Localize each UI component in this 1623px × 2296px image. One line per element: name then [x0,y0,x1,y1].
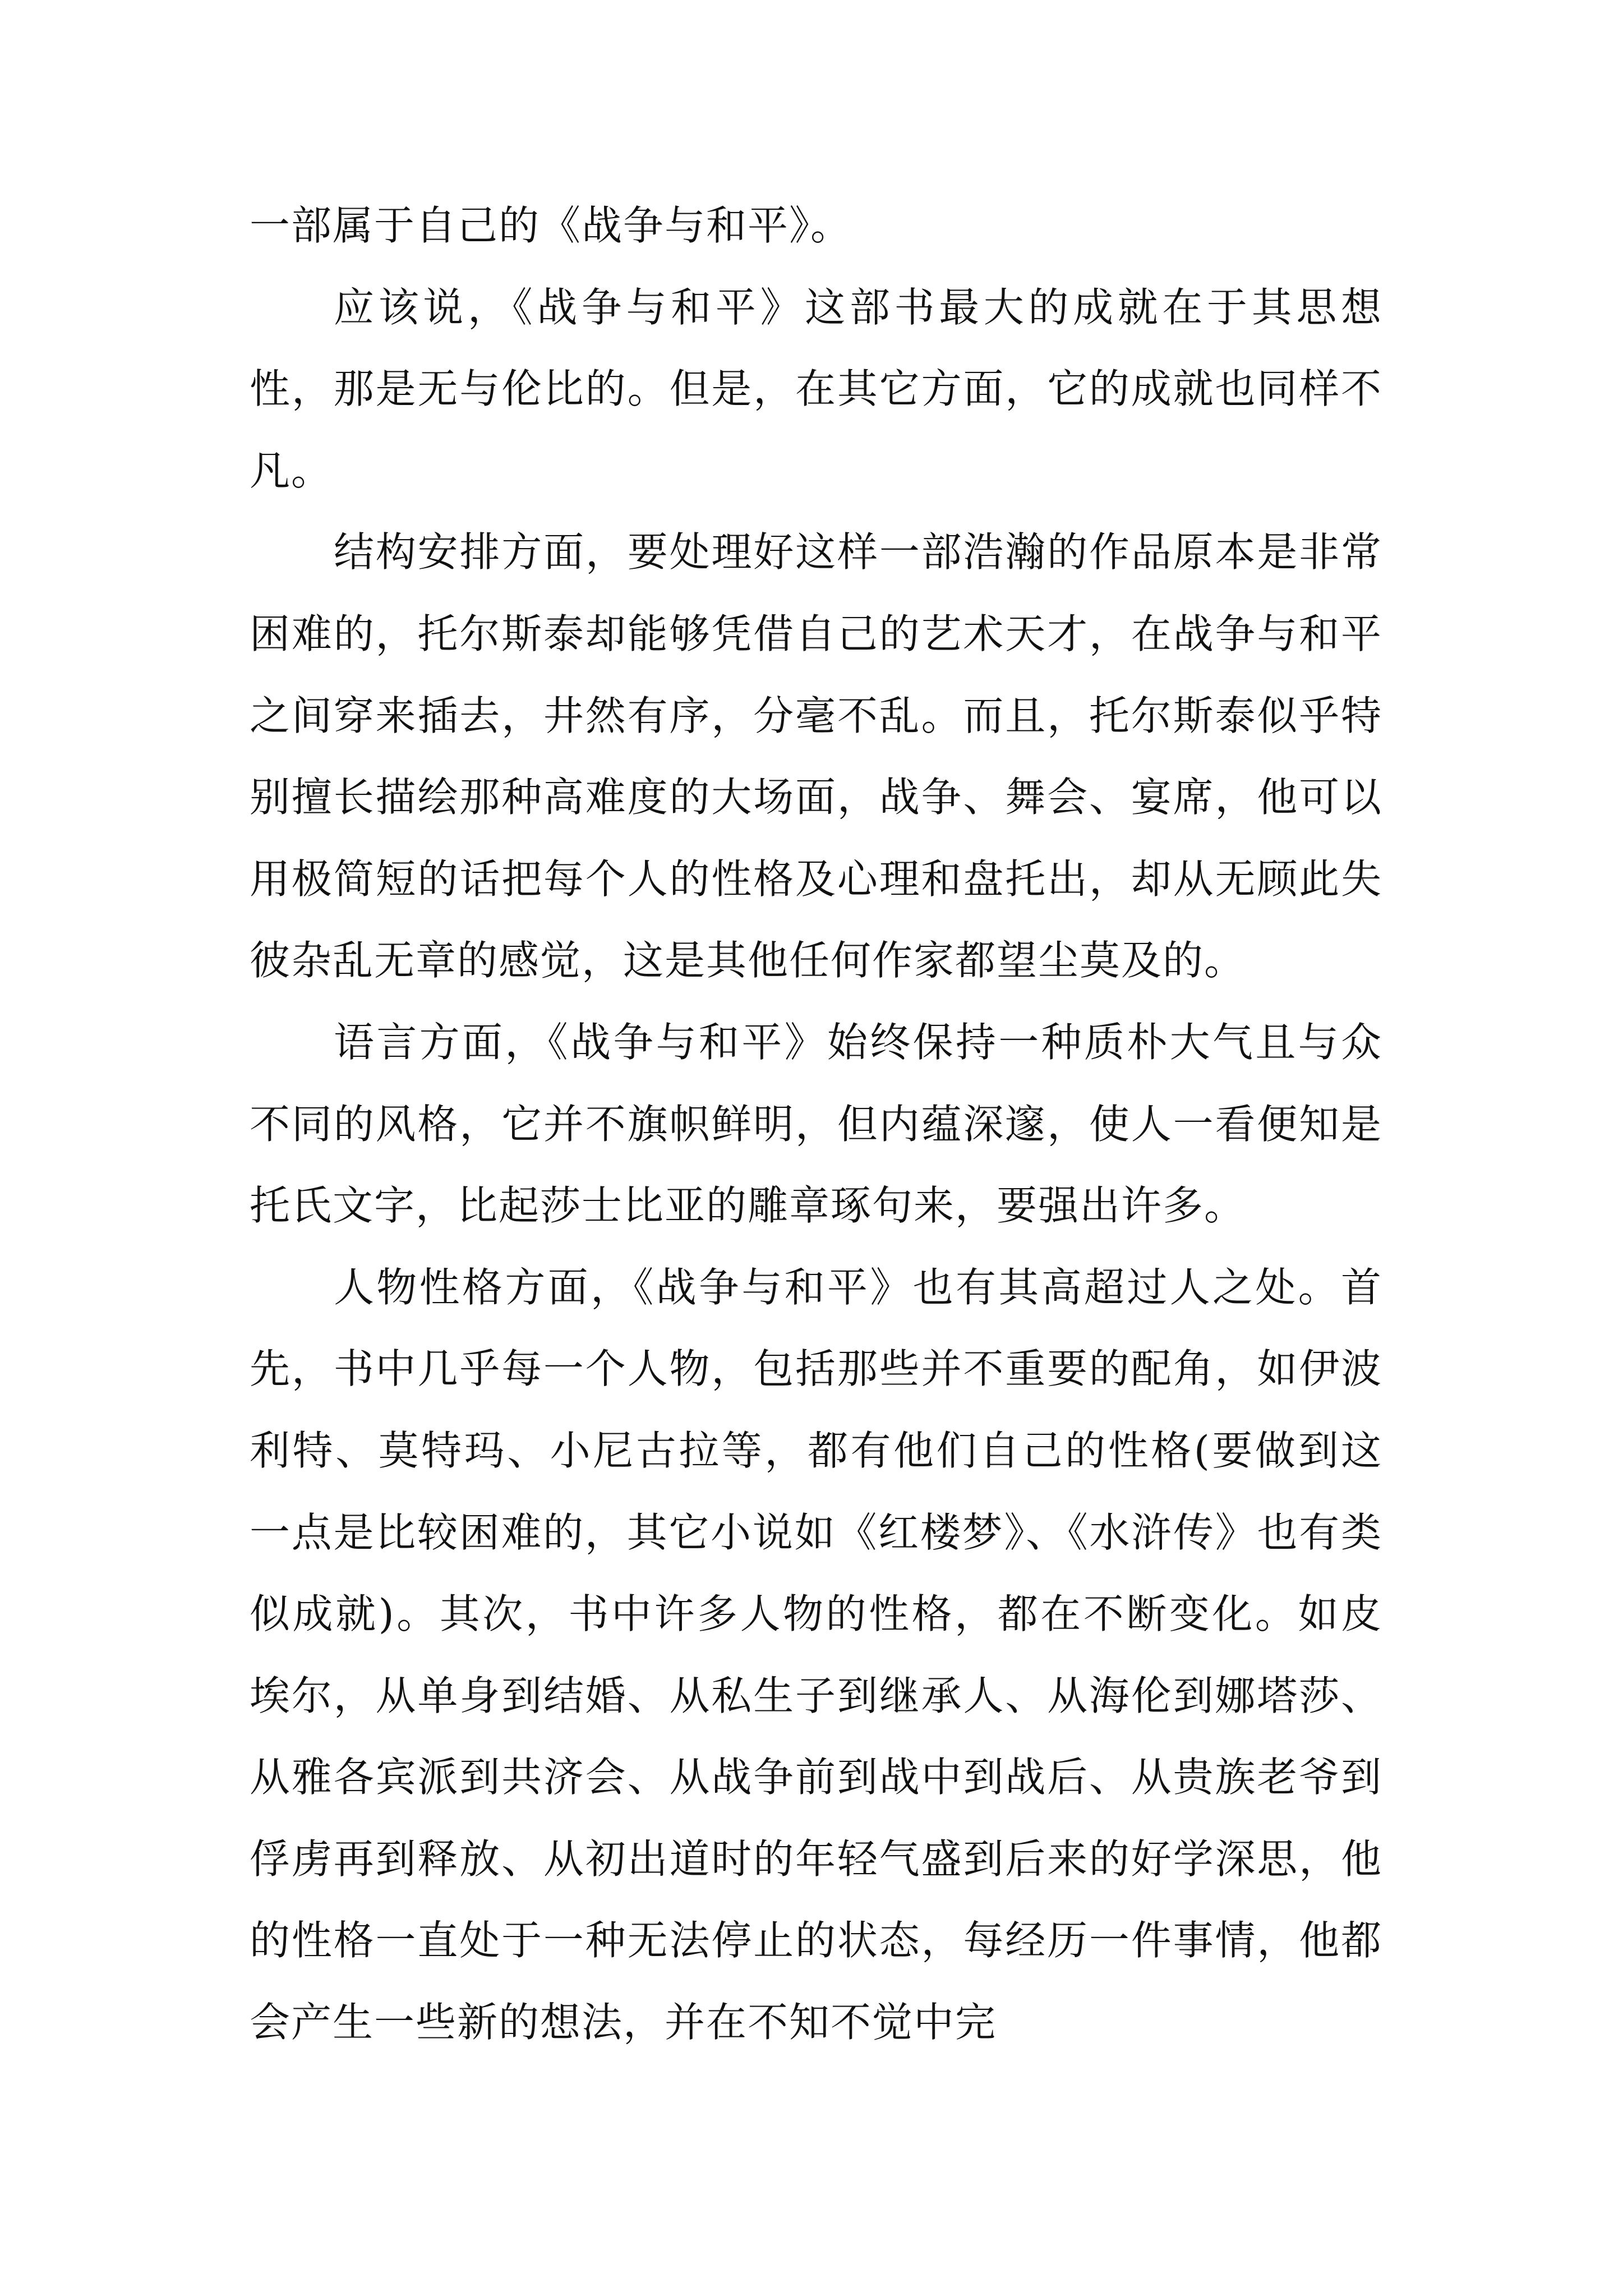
paragraph-1: 一部属于自己的《战争与和平》。 [250,202,852,249]
paragraph-5: 人物性格方面，《战争与和平》也有其高超过人之处。首先，书中几乎每一个人物，包括那些并不重要的配角，如伊波利特、莫特玛、小尼古拉等，都有他们自己的性格(要做到这一点是比较困难的，其它小说如《红楼梦》、《水浒传》也有类似成就)。其次，书中许多人物的性格，都在不断变化。如皮埃尔，从单身到结婚、从私生子到继承人、从海伦到娜塔莎、从雅各宾派到共济会、从战争前到战中到战后、从贵族老爷到俘虏再到释放、从初出道时的年轻气盛到后来的好学深思，他的性格一直处于一种无法停止的状态，每经历一件事情，他都会产生一些新的想法，并在不知不觉中完 [250,1263,1382,2046]
paragraph-3: 结构安排方面，要处理好这样一部浩瀚的作品原本是非常困难的，托尔斯泰却能够凭借自己的艺术天才，在战争与和平之间穿来插去，井然有序，分毫不乱。而且，托尔斯泰似乎特别擅长描绘那种高难度的大场面，战争、舞会、宴席，他可以用极简短的话把每个人的性格及心理和盘托出，却从无顾此失彼杂乱无章的感觉，这是其他任何作家都望尘莫及的。 [250,528,1382,984]
paragraph-4: 语言方面，《战争与和平》始终保持一种质朴大气且与众不同的风格，它并不旗帜鲜明，但内蕴深邃，使人一看便知是托氏文字，比起莎士比亚的雕章琢句来，要强出许多。 [250,1018,1382,1230]
paragraph-2: 应该说，《战争与和平》这部书最大的成就在于其思想性，那是无与伦比的。但是，在其它方面，它的成就也同样不凡。 [250,283,1382,494]
body-text [250,185,1382,2064]
